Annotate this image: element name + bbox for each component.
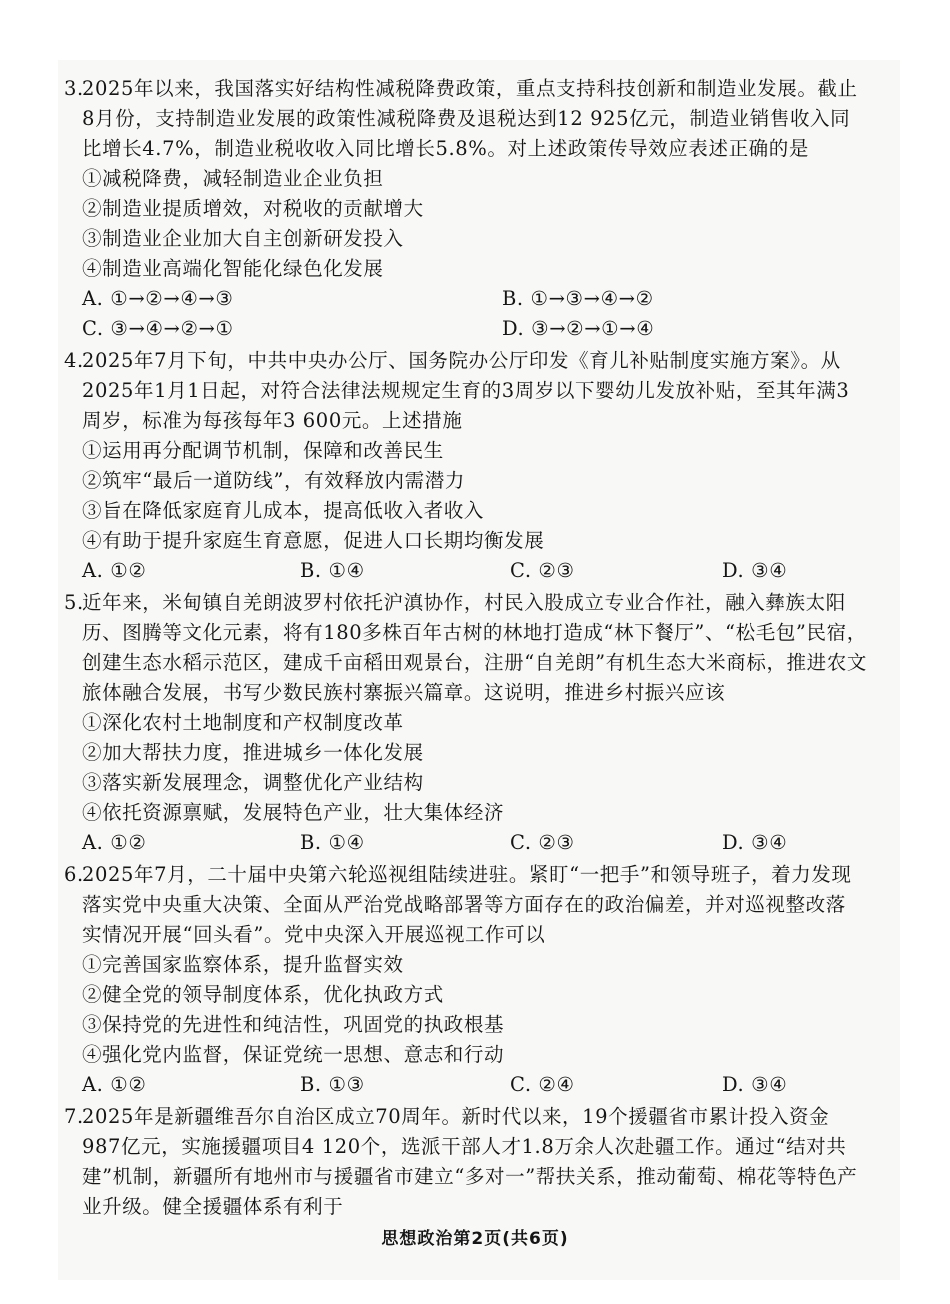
choice-b[interactable]: B. ①→③→④→② (502, 287, 654, 310)
choice-b[interactable]: B. ①④ (300, 559, 365, 582)
statement-item: ③旨在降低家庭育儿成本，提高低收入者收入 (82, 499, 485, 522)
choice-a[interactable]: A. ①② (82, 831, 147, 854)
question-stem-line: 周岁，标准为每孩每年3 600元。上述措施 (82, 409, 463, 432)
choice-d[interactable]: D. ③→②→①→④ (502, 317, 655, 340)
statement-item: ④强化党内监督，保证党统一思想、意志和行动 (82, 1043, 505, 1066)
question-7 (64, 1102, 872, 1222)
choice-a[interactable]: A. ①② (82, 1073, 147, 1096)
choice-c[interactable]: C. ②③ (510, 559, 575, 582)
statement-item: ①深化农村土地制度和产权制度改革 (82, 711, 404, 734)
statement-item: ①运用再分配调节机制，保障和改善民生 (82, 439, 444, 462)
statement-item: ②筑牢“最后一道防线”，有效释放内需潜力 (82, 469, 465, 492)
choice-d[interactable]: D. ③④ (722, 559, 788, 582)
question-number: 5. (64, 591, 84, 614)
question-number: 3. (64, 77, 84, 100)
statement-item: ②健全党的领导制度体系，优化执政方式 (82, 983, 444, 1006)
question-stem-line: 6.2025年7月，二十届中央第六轮巡视组陆续进驻。紧盯“一把手”和领导班子，着力发现 (82, 860, 872, 890)
answer-choices (82, 1070, 872, 1100)
question-stem-line: 历、图腾等文化元素，将有180多株百年古树的林地打造成“林下餐厅”、“松毛包”民宿， (82, 621, 867, 644)
question-number: 4. (64, 349, 84, 372)
statement-item: ①完善国家监察体系，提升监督实效 (82, 953, 404, 976)
question-stem-line: 旅体融合发展，书写少数民族村寨振兴篇章。这说明，推进乡村振兴应该 (82, 681, 726, 704)
answer-choices (82, 314, 872, 344)
answer-choices (82, 284, 872, 314)
question-stem-line: 987亿元，实施援疆项目4 120个，选派干部人才1.8万余人次赴疆工作。通过“结对共 (82, 1135, 847, 1158)
statement-item: ④有助于提升家庭生育意愿，促进人口长期均衡发展 (82, 529, 545, 552)
statement-item: ①减税降费，减轻制造业企业负担 (82, 167, 384, 190)
statement-item: ④制造业高端化智能化绿色化发展 (82, 257, 384, 280)
choice-a[interactable]: A. ①→②→④→③ (82, 287, 234, 310)
choice-c[interactable]: C. ③→④→②→① (82, 317, 234, 340)
question-stem-line: 8月份，支持制造业发展的政策性减税降费及退税达到12 925亿元，制造业销售收入同 (82, 107, 851, 130)
question-3 (64, 74, 872, 344)
question-stem-line: 5.近年来，米甸镇自羌朗波罗村依托沪滇协作，村民入股成立专业合作社，融入彝族太阳 (82, 588, 872, 618)
question-stem-line: 比增长4.7%，制造业税收收入同比增长5.8%。对上述政策传导效应表述正确的是 (82, 137, 809, 160)
choice-c[interactable]: C. ②④ (510, 1073, 575, 1096)
choice-b[interactable]: B. ①④ (300, 831, 365, 854)
statement-item: ③保持党的先进性和纯洁性，巩固党的执政根基 (82, 1013, 505, 1036)
question-6 (64, 860, 872, 1100)
question-number: 7. (64, 1105, 84, 1128)
question-stem-line: 7.2025年是新疆维吾尔自治区成立70周年。新时代以来，19个援疆省市累计投入资金 (82, 1102, 872, 1132)
question-stem-line: 3.2025年以来，我国落实好结构性减税降费政策，重点支持科技创新和制造业发展。截止 (82, 74, 872, 104)
question-stem-line: 2025年1月1日起，对符合法律法规规定生育的3周岁以下婴幼儿发放补贴，至其年满3 (82, 379, 850, 402)
choice-d[interactable]: D. ③④ (722, 831, 788, 854)
question-stem-line: 建”机制，新疆所有地州市与援疆省市建立“多对一”帮扶关系，推动葡萄、棉花等特色产 (82, 1165, 858, 1188)
exam-page (64, 74, 872, 1224)
answer-choices (82, 556, 872, 586)
page-footer: 思想政治第2页(共6页) (381, 1229, 569, 1249)
choice-b[interactable]: B. ①③ (300, 1073, 365, 1096)
question-stem-line: 落实党中央重大决策、全面从严治党战略部署等方面存在的政治偏差，并对巡视整改落 (82, 893, 846, 916)
choice-c[interactable]: C. ②③ (510, 831, 575, 854)
statement-item: ③落实新发展理念，调整优化产业结构 (82, 771, 424, 794)
statement-item: ②加大帮扶力度，推进城乡一体化发展 (82, 741, 424, 764)
question-5 (64, 588, 872, 858)
statement-item: ②制造业提质增效，对税收的贡献增大 (82, 197, 424, 220)
answer-choices (82, 828, 872, 858)
question-4 (64, 346, 872, 586)
question-stem-line: 创建生态水稻示范区，建成千亩稻田观景台，注册“自羌朗”有机生态大米商标，推进农文 (82, 651, 867, 674)
choice-d[interactable]: D. ③④ (722, 1073, 788, 1096)
question-stem-line: 实情况开展“回头看”。党中央深入开展巡视工作可以 (82, 923, 546, 946)
question-stem-line: 4.2025年7月下旬，中共中央办公厅、国务院办公厅印发《育儿补贴制度实施方案》。从 (82, 346, 872, 376)
statement-item: ③制造业企业加大自主创新研发投入 (82, 227, 404, 250)
choice-a[interactable]: A. ①② (82, 559, 147, 582)
statement-item: ④依托资源禀赋，发展特色产业，壮大集体经济 (82, 801, 505, 824)
question-number: 6. (64, 863, 84, 886)
question-stem-line: 业升级。健全援疆体系有利于 (82, 1195, 344, 1218)
